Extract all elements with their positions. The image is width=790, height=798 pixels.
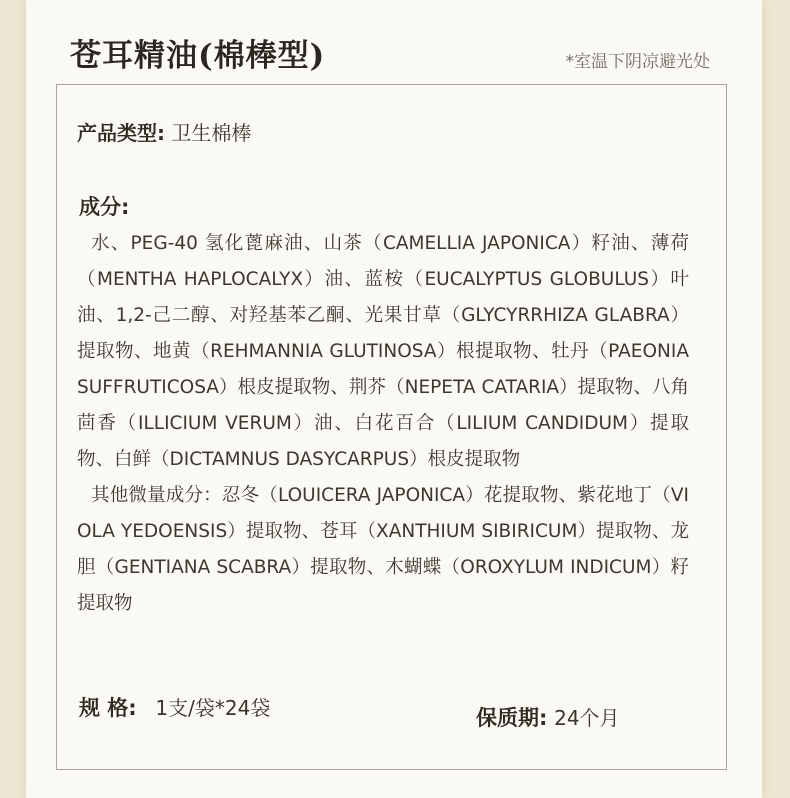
product-type-label: 产品类型: (77, 121, 165, 145)
ingredients-trace: 其他微量成分：忍冬（LOUICERA JAPONICA）花提取物、紫花地丁（VIOLA YEDOENSIS）提取物、苍耳（XANTHIUM SIBIRICUM）提取物、龙胆（GENTIANA SCABRA）提取物、木蝴蝶（OROXYLUM INDICUM）籽提取物 (77, 485, 689, 614)
spec-value: 1支/袋*24袋 (155, 696, 271, 720)
shelf-life-row (476, 702, 620, 732)
product-type-value: 卫生棉棒 (171, 121, 252, 145)
product-type-row (77, 117, 251, 146)
ingredients-text (77, 226, 689, 622)
spec-label: 规 格: (79, 696, 137, 720)
ingredients-main: 水、PEG-40 氢化蓖麻油、山茶（CAMELLIA JAPONICA）籽油、薄荷（MENTHA HAPLOCALYX）油、蓝桉（EUCALYPTUS GLOBULUS）叶油、1,2-己二醇、对羟基苯乙酮、光果甘草（GLYCYRRHIZA GLABRA）提取物、地黄（REHMANNIA GLUTINOSA）根提取物、牡丹（PAEONIA SUFFRUTICOSA）根皮提取物、荆芥（NEPETA CATARIA）提取物、八角茴香（ILLICIUM VERUM）油、白花百合（LILIUM CANDIDUM）提取物、白鲜（DICTAMNUS DASYCARPUS）根皮提取物 (77, 233, 689, 470)
page-title: 苍耳精油(棉棒型) (70, 38, 326, 74)
ingredients-label: 成分: (79, 195, 130, 219)
shelf-life-value: 24个月 (554, 706, 620, 730)
spec-row (79, 692, 270, 722)
info-panel (56, 84, 727, 770)
shelf-life-label: 保质期: (476, 706, 548, 730)
storage-note: *室温下阴凉避光处 (565, 52, 710, 72)
